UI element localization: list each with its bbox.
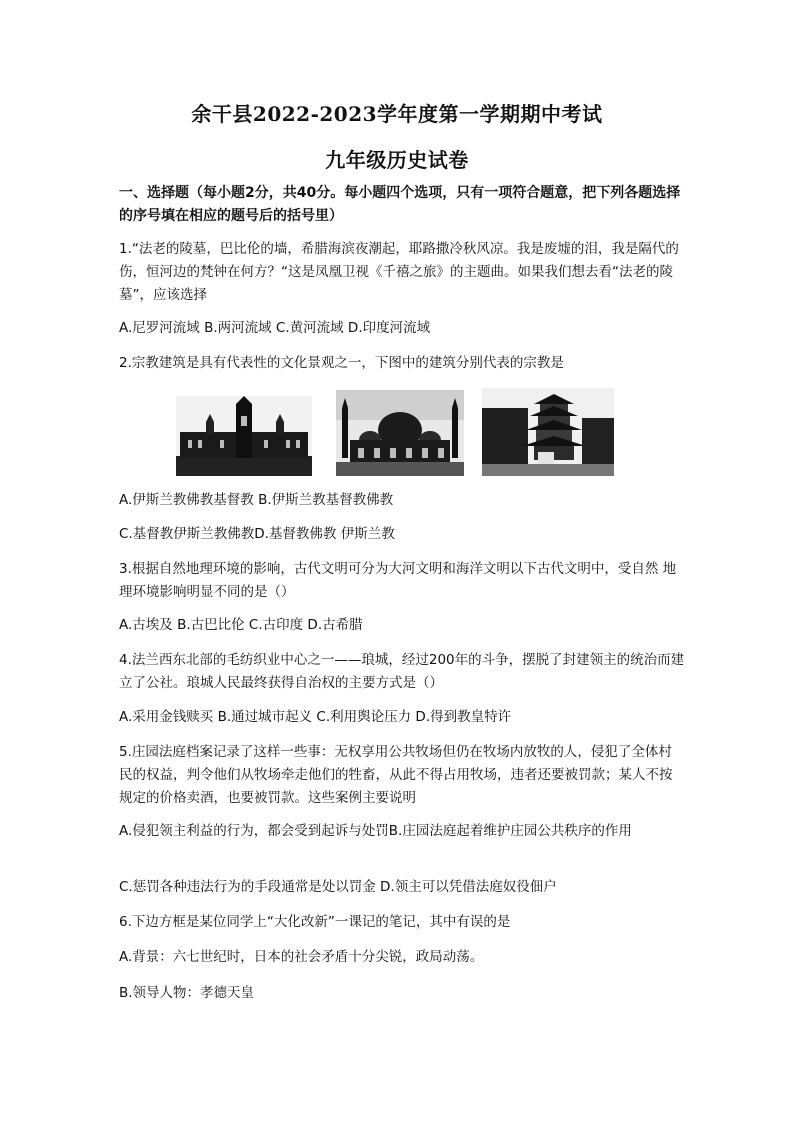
- question-2-options-cd: C.基督教伊斯兰教佛教D.基督教佛教 伊斯兰教: [119, 526, 395, 542]
- question-6-stem: 6.下边方框是某位同学上“大化改新”一课记的笔记，其中有误的是: [119, 914, 511, 930]
- question-1-stem: 1.“法老的陵墓，巴比伦的墙，希腊海滨夜潮起，耶路撒冷秋风凉。我是废墟的泪，我是隔代的伤，恒河边的梵钟在何方？“这是凤凰卫视《千禧之旅》的主题曲。如果我们想去看“法老的陵墓”，应该选择: [119, 241, 679, 303]
- question-5-stem: 5.庄园法庭档案记录了这样一些事：无权享用公共牧场但仍在牧场内放牧的人，侵犯了全体村民的权益，判令他们从牧场牵走他们的牲畜，从此不得占用牧场，违者还要被罚款；某人不按规定的价格卖酒，也要被罚款。这些案例主要说明: [119, 744, 673, 806]
- question-6-option-b: B.领导人物：孝德天皇: [119, 985, 255, 1001]
- question-6-option-a: A.背景：六七世纪时，日本的社会矛盾十分尖锐，政局动荡。: [119, 949, 484, 965]
- question-4-stem: 4.法兰西东北部的毛纺织业中心之一——琅城，经过200年的斗争，摆脱了封建领主的统治而建立了公社。琅城人民最终获得自治权的主要方式是（）: [119, 652, 685, 691]
- question-4-options: A.采用金钱赎买 B.通过城市起义 C.利用舆论压力 D.得到教皇特许: [119, 709, 512, 725]
- exam-subtitle: 九年级历史试卷: [325, 148, 469, 172]
- question-2-options-ab: A.伊斯兰教佛教基督教 B.伊斯兰教基督教佛教: [119, 492, 394, 508]
- question-2-stem: 2.宗教建筑是具有代表性的文化景观之一，下图中的建筑分别代表的宗教是: [119, 355, 564, 371]
- pagoda-temple-image: [482, 388, 614, 476]
- gothic-cathedral-image: [176, 396, 312, 476]
- question-3-stem: 3.根据自然地理环境的影响，古代文明可分为大河文明和海洋文明以下古代文明中，受自然 地理环境影响明显不同的是（）: [119, 561, 677, 600]
- question-1-options: A.尼罗河流域 B.两河流域 C.黄河流域 D.印度河流域: [119, 320, 431, 336]
- mosque-image: [336, 390, 464, 476]
- question-5-options-ab: A.侵犯领主利益的行为，都会受到起诉与处罚B.庄园法庭起着维护庄园公共秩序的作用: [119, 823, 632, 839]
- question-5-options-cd: C.惩罚各种违法行为的手段通常是处以罚金 D.领主可以凭借法庭奴役佃户: [119, 879, 557, 895]
- section-heading: 一、选择题（每小题2分，共40分。每小题四个选项，只有一项符合题意，把下列各题选择的序号填在相应的题号后的括号里）: [119, 185, 681, 224]
- question-3-options: A.古埃及 B.古巴比伦 C.古印度 D.古希腊: [119, 617, 363, 633]
- exam-title: 余干县2022-2023学年度第一学期期中考试: [191, 102, 603, 126]
